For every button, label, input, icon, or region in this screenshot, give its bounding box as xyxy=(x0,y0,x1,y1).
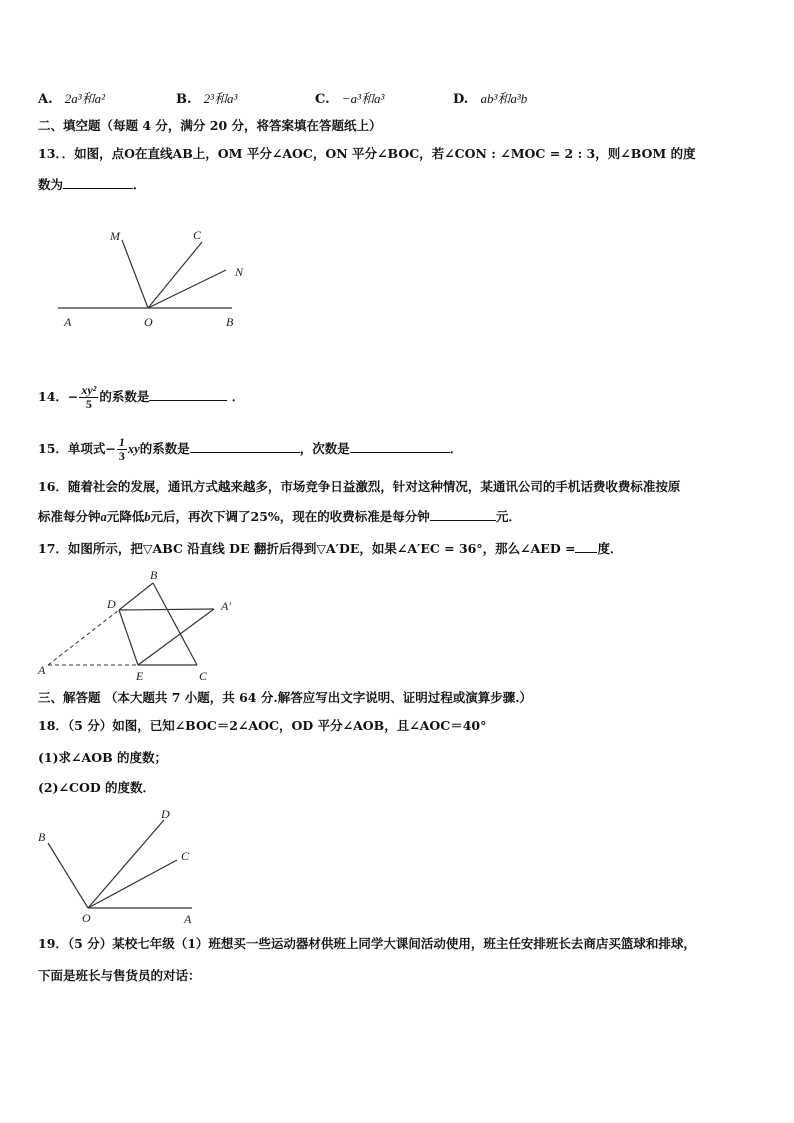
option-a xyxy=(38,88,105,107)
q15-var: xy xyxy=(127,442,140,456)
q16-line2-b: 元降低 xyxy=(106,509,145,524)
q18-label-b: B xyxy=(38,830,46,844)
q18-part1: (1)求∠AOB 的度数； xyxy=(38,750,168,765)
q17-text: 17．如图所示，把▽ABC 沿直线 DE 翻折后得到▽A′DE，如果∠A′EC = 36°，那么∠AED = xyxy=(38,541,576,556)
q14-answer-blank[interactable] xyxy=(149,388,227,401)
q15-suffix: ． xyxy=(449,441,463,456)
q14-denominator: 5 xyxy=(85,397,92,411)
q17-answer-blank[interactable] xyxy=(575,540,597,553)
section2-heading: 二、填空题（每题 4 分，满分 20 分，将答案填在答题纸上） xyxy=(38,118,382,133)
q18-ray-oc xyxy=(88,860,177,908)
q13-line2-prefix: 数为 xyxy=(38,177,64,192)
q16-answer-blank[interactable] xyxy=(430,508,496,521)
q17-side-a1e xyxy=(138,609,214,665)
q15-denominator: 3 xyxy=(118,449,125,463)
q17-label-b: B xyxy=(150,568,158,582)
q17-fold-de xyxy=(119,610,138,665)
q17-label-c: C xyxy=(199,669,208,683)
q19-line1: 19．（5 分）某校七年级（1）班想买一些运动器材供班上同学大课间活动使用，班主任安排班长去商店买篮球和排球， xyxy=(38,936,696,951)
q15-text1: 的系数是 xyxy=(139,441,190,456)
q16-line2-a: 标准每分钟 xyxy=(38,509,101,524)
q13-figure xyxy=(50,220,250,335)
option-b-text: 2³和a³ xyxy=(203,91,238,106)
q17-suffix: 度． xyxy=(597,541,623,556)
q13-answer-blank[interactable] xyxy=(63,176,133,189)
q16-var-b: b xyxy=(144,510,151,524)
q16-var-a: a xyxy=(100,510,107,524)
q13-label-b: B xyxy=(226,315,234,329)
q14-number: 14． xyxy=(38,389,68,404)
q13-label-n: N xyxy=(235,265,244,279)
q13-ray-om xyxy=(122,240,148,308)
option-d-label: D. xyxy=(453,92,469,107)
q17-label-a: A xyxy=(38,663,46,677)
q18-ray-ob xyxy=(48,843,88,908)
option-a-text: 2a³和a² xyxy=(64,91,106,106)
q17-figure xyxy=(36,566,246,684)
q18-part2: (2)∠COD 的度数． xyxy=(38,780,156,795)
q16-line2 xyxy=(38,508,521,526)
q13-ray-on xyxy=(148,270,226,308)
q15-prefix: 15．单项式− xyxy=(38,441,116,456)
option-b xyxy=(176,88,237,107)
q13-ray-oc xyxy=(148,242,202,308)
q17-label-e: E xyxy=(136,669,144,683)
q14-sign: − xyxy=(67,389,79,404)
q15-line xyxy=(38,436,462,463)
q15-numerator: 1 xyxy=(118,435,125,449)
q18-label-o: O xyxy=(82,911,91,925)
option-d xyxy=(453,88,527,107)
q17-label-a1: A′ xyxy=(221,599,231,613)
option-b-label: B. xyxy=(176,92,192,107)
q13-label-c: C xyxy=(193,228,202,242)
q13-line1: 13．．如图，点O在直线AB上，OM 平分∠AOC，ON 平分∠BOC，若∠CON : ∠MOC = 2 : 3，则∠BOM 的度 xyxy=(38,146,696,161)
q14-fraction xyxy=(79,384,98,411)
q13-label-o: O xyxy=(144,315,153,329)
q18-figure xyxy=(34,804,204,926)
q15-text2: ，次数是 xyxy=(299,441,350,456)
q19-line2: 下面是班长与售货员的对话： xyxy=(38,968,201,983)
option-c-label: C. xyxy=(315,92,330,107)
option-d-text: ab³和a³b xyxy=(480,91,528,106)
q18-label-d: D xyxy=(161,807,170,821)
option-a-label: A. xyxy=(38,92,53,107)
q14-suffix: ． xyxy=(231,389,245,404)
q14-numerator: xy² xyxy=(81,383,97,397)
q17-side-da1 xyxy=(119,609,214,610)
q15-fraction xyxy=(117,436,127,463)
q16-line1: 16．随着社会的发展，通讯方式越来越多，市场竞争日益激烈，针对这种情况，某通讯公司的手机话费收费标准按原 xyxy=(38,479,681,494)
q17-side-db xyxy=(119,583,153,610)
q15-coefficient-blank[interactable] xyxy=(190,440,300,453)
q13-label-a: A xyxy=(64,315,72,329)
q17-label-d: D xyxy=(107,597,116,611)
q15-degree-blank[interactable] xyxy=(350,440,450,453)
q16-line2-c: 元后，再次下调了25%，现在的收费标准是每分钟 xyxy=(150,509,430,524)
q13-label-m: M xyxy=(110,229,120,243)
q13-line2-suffix: ． xyxy=(133,177,146,192)
option-c xyxy=(315,88,384,107)
q17-dash-ad xyxy=(48,610,119,665)
q18-label-c: C xyxy=(181,849,190,863)
q16-suffix: 元． xyxy=(495,509,521,524)
q18-stem: 18．（5 分）如图，已知∠BOC＝2∠AOC，OD 平分∠AOB，且∠AOC＝40° xyxy=(38,718,487,733)
q14-line xyxy=(38,384,244,411)
option-c-text: −a³和a³ xyxy=(341,91,385,106)
q17-line xyxy=(38,540,623,558)
q18-ray-od xyxy=(88,820,164,908)
section3-heading: 三、解答题 （本大题共 7 小题，共 64 分.解答应写出文字说明、证明过程或演算步骤.） xyxy=(38,690,533,705)
q18-label-a: A xyxy=(184,912,192,926)
q14-text: 的系数是 xyxy=(99,389,150,404)
q13-line2 xyxy=(38,176,146,194)
q17-side-bc xyxy=(153,583,197,665)
